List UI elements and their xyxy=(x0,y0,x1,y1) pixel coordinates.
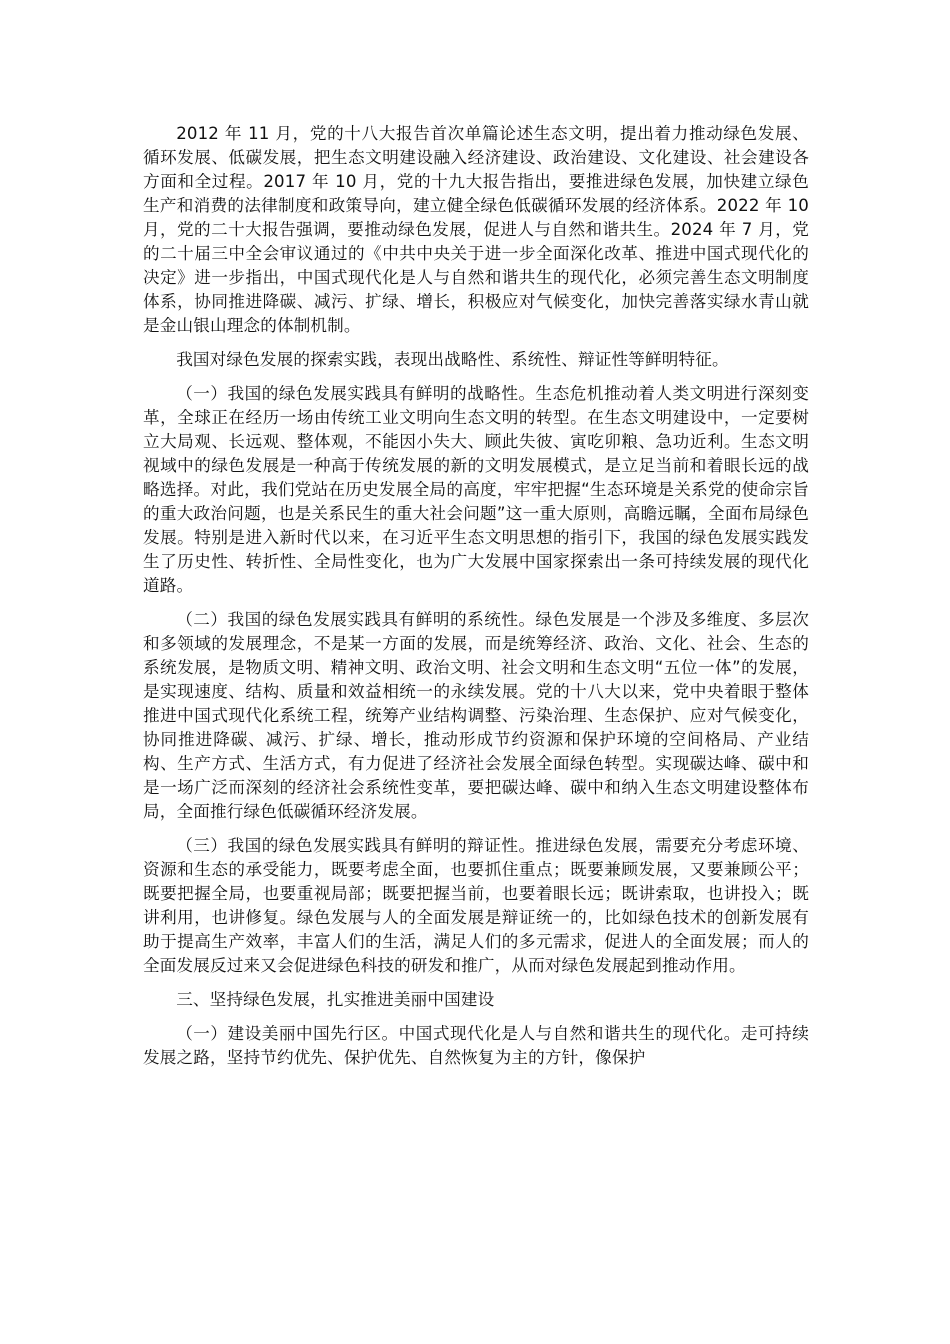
paragraph-systemic-nature: （二）我国的绿色发展实践具有鲜明的系统性。绿色发展是一个涉及多维度、多层次和多领域的发展理念，不是某一方面的发展，而是统筹经济、政治、文化、社会、生态的系统发展，是物质文明、精神文明、政治文明、社会文明和生态文明“五位一体”的发展，是实现速度、结构、质量和效益相统一的永续发展。党的十八大以来，党中央着眼于整体推进中国式现代化系统工程，统筹产业结构调整、污染治理、生态保护、应对气候变化，协同推进降碳、减污、扩绿、增长，推动形成节约资源和保护环境的空间格局、产业结构、生产方式、生活方式，有力促进了经济社会发展全面绿色转型。实现碳达峰、碳中和是一场广泛而深刻的经济社会系统性变革，要把碳达峰、碳中和纳入生态文明建设整体布局，全面推行绿色低碳循环经济发展。 xyxy=(143,610,809,821)
section-heading-three: 三、坚持绿色发展，扎实推进美丽中国建设 xyxy=(176,990,495,1009)
paragraph-strategic-nature: （一）我国的绿色发展实践具有鲜明的战略性。生态危机推动着人类文明进行深刻变革，全球正在经历一场由传统工业文明向生态文明的转型。在生态文明建设中，一定要树立大局观、长远观、整体观，不能因小失大、顾此失彼、寅吃卯粮、急功近利。生态文明视域中的绿色发展是一种高于传统发展的新的文明发展模式，是立足当前和着眼长远的战略选择。对此，我们党站在历史发展全局的高度，牢牢把握“生态环境是关系党的使命宗旨的重大政治问题，也是关系民生的重大社会问题”这一重大原则，高瞻远瞩，全面布局绿色发展。特别是进入新时代以来，在习近平生态文明思想的指引下，我国的绿色发展实践发生了历史性、转折性、全局性变化，也为广大发展中国家探索出一条可持续发展的现代化道路。 xyxy=(143,384,809,595)
paragraph-dialectical-nature: （三）我国的绿色发展实践具有鲜明的辩证性。推进绿色发展，需要充分考虑环境、资源和生态的承受能力，既要考虑全面，也要抓住重点；既要兼顾发展，又要兼顾公平；既要把握全局，也要重视局部；既要把握当前，也要着眼长远；既讲索取，也讲投入；既讲利用，也讲修复。绿色发展与人的全面发展是辩证统一的，比如绿色技术的创新发展有助于提高生产效率，丰富人们的生活，满足人们的多元需求，促进人的全面发展；而人的全面发展反过来又会促进绿色科技的研发和推广，从而对绿色发展起到推动作用。 xyxy=(143,836,809,975)
paragraph-characteristics-summary: 我国对绿色发展的探索实践，表现出战略性、系统性、辩证性等鲜明特征。 xyxy=(176,350,729,369)
paragraph-green-development-history: 2012 年 11 月，党的十八大报告首次单篇论述生态文明，提出着力推动绿色发展、循环发展、低碳发展，把生态文明建设融入经济建设、政治建设、文化建设、社会建设各方面和全过程。2017 年 10 月，党的十九大报告指出，要推进绿色发展，加快建立绿色生产和消费的法律制度和政策导向，建立健全绿色低碳循环发展的经济体系。2022 年 10 月，党的二十大报告强调，要推动绿色发展，促进人与自然和谐共生。2024 年 7 月，党的二十届三中全会审议通过的《中共中央关于进一步全面深化改革、推进中国式现代化的决定》进一步指出，中国式现代化是人与自然和谐共生的现代化，必须完善生态文明制度体系，协同推进降碳、减污、扩绿、增长，积极应对气候变化，加快完善落实绿水青山就是金山银山理念的体制机制。 xyxy=(143,124,809,335)
document-page xyxy=(143,122,809,1080)
paragraph-beautiful-china-pilot-zone: （一）建设美丽中国先行区。中国式现代化是人与自然和谐共生的现代化。走可持续发展之路，坚持节约优先、保护优先、自然恢复为主的方针，像保护 xyxy=(143,1024,809,1067)
